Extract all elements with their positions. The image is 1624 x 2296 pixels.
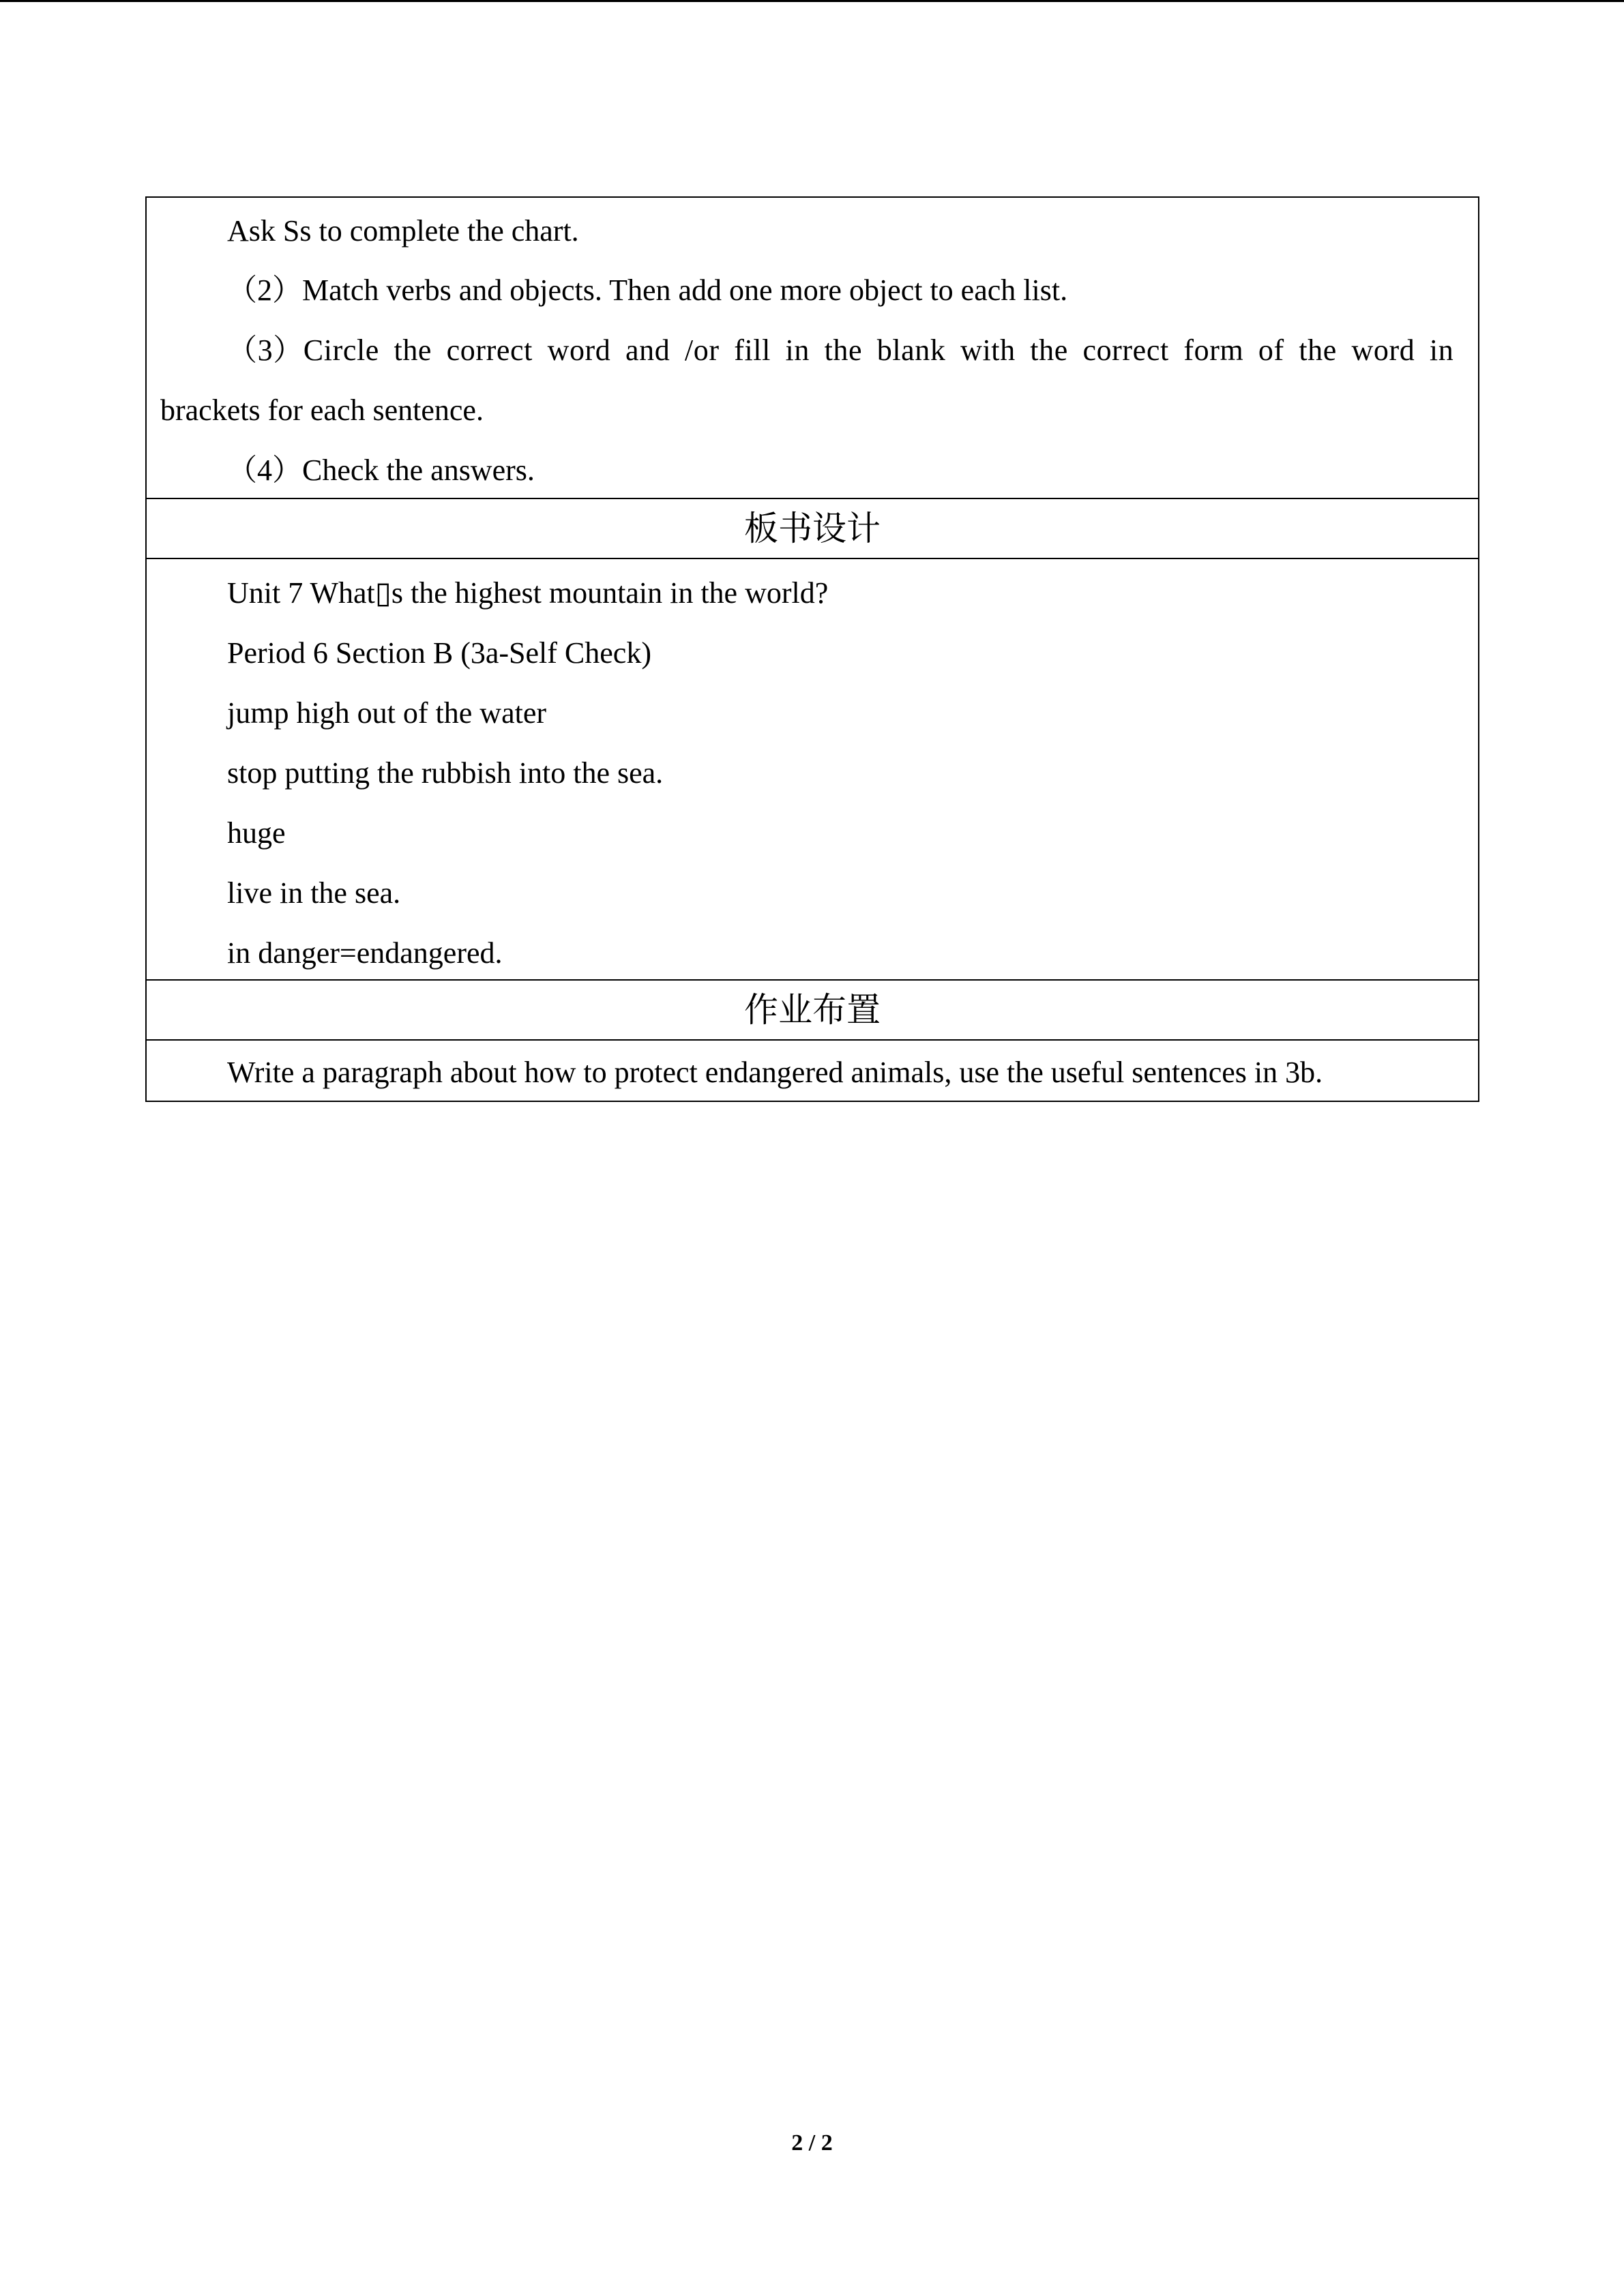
text-line: （3）Circle the correct word and /or fill in the blank with the correct form of the word in	[227, 333, 1454, 367]
teaching-steps-cell	[147, 198, 1478, 498]
text-line: Write a paragraph about how to protect endangered animals, use the useful sentences in 3b.	[227, 1056, 1323, 1089]
text-line: Ask Ss to complete the chart.	[227, 214, 579, 248]
homework-cell	[147, 1039, 1478, 1101]
text-line: in danger=endangered.	[227, 936, 503, 970]
text-line: （2）Match verbs and objects. Then add one more object to each list.	[227, 273, 1068, 307]
text-line: Unit 7 What▯s the highest mountain in the world?	[227, 576, 829, 610]
page-top-border	[0, 0, 1624, 2]
text-line: live in the sea.	[227, 876, 401, 910]
board-design-cell	[147, 558, 1478, 979]
text-line: brackets for each sentence.	[160, 393, 484, 427]
section-heading: 板书设计	[744, 509, 881, 548]
text-line: huge	[227, 816, 286, 850]
section-heading: 作业布置	[744, 990, 881, 1030]
text-line: （4）Check the answers.	[227, 453, 535, 487]
homework-heading-cell	[147, 979, 1478, 1039]
page-number: 2 / 2	[791, 2130, 833, 2156]
lesson-plan-table	[145, 196, 1479, 1102]
text-line: Period 6 Section B (3a-Self Check)	[227, 636, 651, 670]
text-line: stop putting the rubbish into the sea.	[227, 756, 664, 790]
board-design-heading-cell	[147, 498, 1478, 558]
text-line: jump high out of the water	[227, 696, 547, 730]
